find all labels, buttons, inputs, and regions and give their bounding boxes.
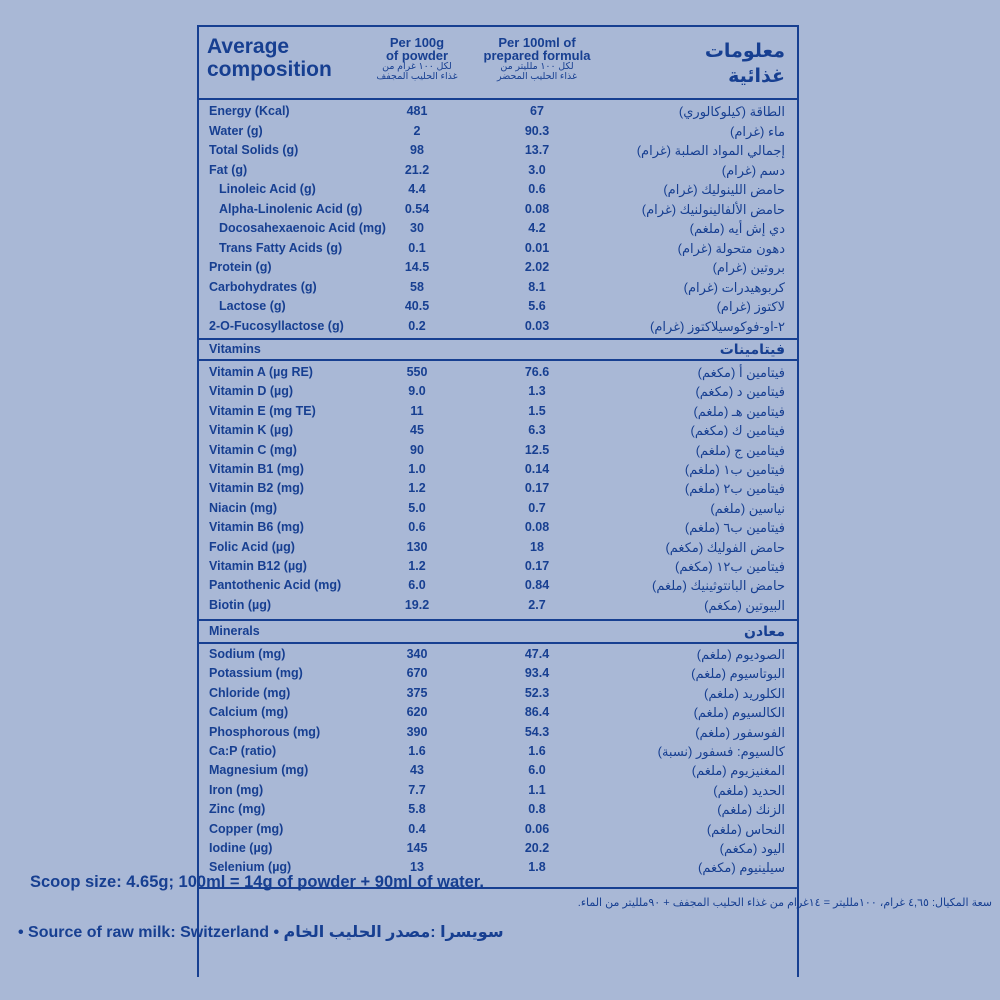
nutrient-name-ar: ٢-او-فوكوسيلاكتوز (غرام) bbox=[650, 318, 785, 334]
value-per-100ml: 0.03 bbox=[524, 318, 550, 333]
nutrition-table bbox=[197, 25, 799, 980]
col2-ar-line2: غذاء الحليب المحضر bbox=[497, 71, 577, 82]
value-per-100ml: 0.17 bbox=[524, 559, 550, 573]
value-per-100ml: 1.6 bbox=[528, 744, 546, 758]
value-per-100ml: 47.4 bbox=[524, 647, 550, 661]
col1-ar-line2: غذاء الحليب المجفف bbox=[376, 71, 458, 82]
table-row bbox=[197, 421, 799, 441]
nutrient-name-ar: البوتاسيوم (ملغم) bbox=[691, 666, 785, 682]
value-per-100g: 375 bbox=[406, 685, 428, 700]
table-row bbox=[197, 684, 799, 704]
nutrient-name: Selenium (µg) bbox=[209, 860, 292, 875]
value-per-100g: 1.6 bbox=[408, 744, 426, 758]
value-per-100g: 43 bbox=[410, 763, 424, 778]
table-row bbox=[197, 800, 799, 820]
value-per-100ml: 0.08 bbox=[524, 201, 550, 216]
value-per-100g: 40.5 bbox=[404, 299, 430, 313]
value-per-100g: 1.2 bbox=[408, 559, 426, 573]
table-row bbox=[197, 239, 799, 259]
nutrient-name: Chloride (mg) bbox=[209, 685, 291, 700]
table-row bbox=[197, 518, 799, 538]
col2-line1: Per 100ml of bbox=[498, 35, 576, 50]
table-row bbox=[197, 761, 799, 781]
table-row bbox=[197, 258, 799, 278]
table-row bbox=[197, 479, 799, 499]
value-per-100g: 0.2 bbox=[408, 318, 426, 333]
nutrient-name-ar: لاكتوز (غرام) bbox=[716, 299, 785, 314]
table-row bbox=[197, 122, 799, 142]
value-per-100g: 0.6 bbox=[408, 520, 426, 535]
nutrient-name: Copper (mg) bbox=[209, 821, 284, 836]
value-per-100g: 0.54 bbox=[404, 201, 430, 216]
vitamins-label: Vitamins bbox=[209, 342, 261, 356]
value-per-100ml: 0.84 bbox=[524, 578, 550, 593]
scoop-size-text-ar: سعة المكيال: ٤,٦٥ غرام، ١٠٠ملليتر = ١٤غرام من غذاء الحليب المجفف + ٩٠ملليتر من الماء. bbox=[577, 897, 992, 909]
table-row bbox=[197, 557, 799, 577]
nutrient-name-ar: الطاقة (كيلوكالوري) bbox=[678, 104, 785, 119]
value-per-100g: 30 bbox=[410, 221, 424, 235]
value-per-100g: 670 bbox=[406, 666, 428, 681]
col1-line1: Per 100g bbox=[389, 35, 445, 50]
col1-ar-line1: لكل ١٠٠ غرام من bbox=[382, 61, 452, 72]
milk-source-ar: سويسرا :مصدر الحليب الخام • bbox=[273, 924, 504, 941]
value-per-100g: 14.5 bbox=[404, 260, 430, 274]
header-title bbox=[207, 35, 332, 81]
nutrient-name-ar: فيتامين ب٦ (ملغم) bbox=[684, 520, 785, 536]
vitamins-label-ar: فيتامينات bbox=[719, 341, 785, 357]
value-per-100g: 6.0 bbox=[408, 578, 426, 593]
value-per-100ml: 67 bbox=[530, 104, 544, 118]
nutrient-name-ar: كالسيوم: فسفور (نسبة) bbox=[657, 744, 785, 759]
scoop-size-text: Scoop size: 4.65g; 100ml = 14g of powder + 90ml of water. bbox=[30, 873, 484, 891]
nutrient-name: Water (g) bbox=[209, 123, 263, 138]
table-row bbox=[197, 820, 799, 840]
nutrient-name-ar: اليود (مكغم) bbox=[719, 841, 785, 856]
value-per-100g: 5.8 bbox=[408, 802, 426, 817]
nutrient-name-ar: كربوهيدرات (غرام) bbox=[683, 279, 785, 295]
value-per-100ml: 1.8 bbox=[528, 860, 546, 875]
table-row bbox=[197, 141, 799, 161]
table-row bbox=[197, 703, 799, 723]
nutrient-name: Carbohydrates (g) bbox=[209, 279, 317, 294]
table-row bbox=[197, 278, 799, 298]
table-row bbox=[197, 723, 799, 743]
value-per-100g: 145 bbox=[406, 841, 428, 855]
table-row bbox=[197, 538, 799, 558]
table-row bbox=[197, 460, 799, 480]
table-row bbox=[197, 839, 799, 859]
nutrient-name-ar: ماء (غرام) bbox=[730, 123, 785, 139]
nutrient-name: Biotin (µg) bbox=[209, 597, 272, 612]
value-per-100g: 481 bbox=[406, 104, 428, 118]
vitamins-divider-bottom bbox=[197, 359, 799, 361]
milk-source-en: • Source of raw milk: Switzerland bbox=[18, 924, 269, 941]
value-per-100ml: 0.6 bbox=[528, 182, 546, 196]
nutrient-name-ar: الزنك (ملغم) bbox=[717, 802, 785, 818]
nutrient-name: Vitamin K (µg) bbox=[209, 423, 294, 438]
table-row bbox=[197, 102, 799, 122]
header-divider bbox=[197, 98, 799, 100]
value-per-100g: 45 bbox=[410, 423, 424, 438]
nutrient-name-ar: الكالسيوم (ملغم) bbox=[693, 705, 785, 721]
table-row bbox=[197, 664, 799, 684]
nutrient-name: Fat (g) bbox=[209, 162, 248, 177]
value-per-100ml: 2.7 bbox=[528, 597, 546, 612]
value-per-100g: 0.4 bbox=[408, 821, 426, 836]
table-row bbox=[197, 781, 799, 801]
nutrient-name: Ca:P (ratio) bbox=[209, 744, 277, 758]
table-row bbox=[197, 402, 799, 422]
milk-source-text bbox=[18, 922, 504, 942]
value-per-100ml: 0.17 bbox=[524, 481, 550, 496]
nutrient-name-ar: فيتامين ب٢ (ملغم) bbox=[684, 481, 785, 497]
col1-line2: of powder bbox=[385, 48, 449, 63]
ar-title-line1: معلومات bbox=[704, 41, 785, 62]
value-per-100g: 58 bbox=[410, 279, 424, 294]
value-per-100ml: 1.3 bbox=[528, 384, 546, 399]
nutrient-name: Vitamin C (mg) bbox=[209, 442, 297, 457]
minerals-section-header bbox=[197, 621, 799, 641]
nutrient-name-ar: الحديد (ملغم) bbox=[713, 782, 785, 798]
value-per-100g: 2 bbox=[413, 123, 421, 138]
nutrient-name: Magnesium (mg) bbox=[209, 763, 309, 778]
value-per-100ml: 0.14 bbox=[524, 462, 550, 476]
value-per-100ml: 90.3 bbox=[524, 123, 550, 138]
header-title-line1: Average bbox=[207, 35, 290, 58]
table-row bbox=[197, 576, 799, 596]
column-header-per-100ml bbox=[472, 36, 602, 82]
value-per-100g: 1.0 bbox=[408, 462, 426, 476]
nutrient-name-ar: المغنيزيوم (ملغم) bbox=[691, 763, 785, 779]
table-row bbox=[197, 382, 799, 402]
table-row bbox=[197, 297, 799, 317]
value-per-100ml: 0.8 bbox=[528, 802, 546, 817]
value-per-100g: 0.1 bbox=[408, 240, 426, 255]
table-row bbox=[197, 180, 799, 200]
nutrient-name-ar: فيتامين ك (مكغم) bbox=[690, 423, 785, 439]
value-per-100ml: 20.2 bbox=[524, 841, 550, 855]
nutrient-name: Iodine (µg) bbox=[209, 841, 273, 855]
value-per-100ml: 2.02 bbox=[524, 260, 550, 274]
nutrient-name: Total Solids (g) bbox=[209, 143, 299, 157]
table-row bbox=[197, 441, 799, 461]
nutrient-name-ar: حامض الألفالينولنيك (غرام) bbox=[641, 201, 785, 217]
nutrient-name: Calcium (mg) bbox=[209, 705, 289, 720]
minerals-label: Minerals bbox=[209, 624, 260, 638]
value-per-100ml: 52.3 bbox=[524, 685, 550, 700]
value-per-100g: 11 bbox=[410, 403, 424, 418]
table-row bbox=[197, 645, 799, 665]
nutrient-name: Vitamin A (µg RE) bbox=[209, 365, 313, 379]
value-per-100ml: 4.2 bbox=[528, 221, 546, 235]
nutrient-name: Niacin (mg) bbox=[209, 500, 278, 515]
value-per-100ml: 6.3 bbox=[528, 423, 546, 438]
value-per-100ml: 54.3 bbox=[524, 724, 550, 739]
nutrient-name: Potassium (mg) bbox=[209, 666, 303, 681]
nutrient-name-ar: فيتامين د (مكغم) bbox=[695, 384, 785, 400]
header-title-line2: composition bbox=[207, 58, 332, 81]
table-row bbox=[197, 596, 799, 616]
nutrient-name-ar: الصوديوم (ملغم) bbox=[696, 647, 785, 662]
table-row bbox=[197, 200, 799, 220]
value-per-100g: 21.2 bbox=[404, 162, 430, 177]
nutrient-name: Alpha-Linolenic Acid (g) bbox=[219, 201, 363, 216]
header-title-arabic bbox=[705, 39, 785, 89]
nutrient-name-ar: فيتامين ب١ (ملغم) bbox=[684, 462, 785, 477]
nutrient-name: Vitamin B2 (mg) bbox=[209, 481, 304, 496]
value-per-100g: 1.2 bbox=[408, 481, 426, 496]
value-per-100g: 130 bbox=[406, 539, 428, 554]
value-per-100ml: 6.0 bbox=[528, 763, 546, 778]
nutrient-name: Folic Acid (µg) bbox=[209, 539, 295, 554]
value-per-100ml: 1.5 bbox=[528, 403, 546, 418]
nutrient-name: Phosphorous (mg) bbox=[209, 724, 321, 739]
nutrient-name-ar: سيلينيوم (مكغم) bbox=[698, 860, 785, 876]
nutrient-name: Lactose (g) bbox=[219, 299, 286, 313]
value-per-100ml: 0.01 bbox=[524, 240, 550, 255]
nutrient-name: Vitamin E (mg TE) bbox=[209, 403, 316, 418]
nutrient-name-ar: إجمالي المواد الصلبة (غرام) bbox=[636, 143, 785, 158]
nutrient-name: Vitamin B6 (mg) bbox=[209, 520, 304, 535]
nutrient-name-ar: حامض الفوليك (مكغم) bbox=[665, 539, 785, 555]
nutrient-name: Sodium (mg) bbox=[209, 647, 286, 661]
nutrient-name-ar: فيتامين هـ (ملغم) bbox=[693, 403, 785, 419]
nutrient-name: Vitamin B12 (µg) bbox=[209, 559, 307, 573]
nutrient-name-ar: البيوتين (مكغم) bbox=[704, 597, 785, 613]
nutrient-name: Linoleic Acid (g) bbox=[219, 182, 316, 196]
nutrient-name-ar: دهون متحولة (غرام) bbox=[677, 240, 785, 256]
nutrient-name-ar: حامض اللينوليك (غرام) bbox=[663, 182, 785, 197]
nutrient-name-ar: دي إش أيه (ملغم) bbox=[689, 221, 785, 236]
value-per-100ml: 1.1 bbox=[528, 782, 546, 797]
value-per-100g: 13 bbox=[410, 860, 424, 875]
nutrient-name-ar: فيتامين ج (ملغم) bbox=[695, 442, 785, 458]
value-per-100ml: 0.08 bbox=[524, 520, 550, 535]
value-per-100g: 550 bbox=[406, 365, 428, 379]
value-per-100ml: 86.4 bbox=[524, 705, 550, 720]
col2-ar-line1: لكل ١٠٠ ملليتر من bbox=[500, 61, 574, 72]
table-row bbox=[197, 161, 799, 181]
value-per-100ml: 3.0 bbox=[528, 162, 546, 177]
value-per-100g: 7.7 bbox=[408, 782, 426, 797]
value-per-100ml: 93.4 bbox=[524, 666, 550, 681]
value-per-100ml: 12.5 bbox=[524, 442, 550, 457]
table-row bbox=[197, 317, 799, 337]
nutrient-name: 2-O-Fucosyllactose (g) bbox=[209, 318, 344, 333]
nutrient-name-ar: نياسين (ملغم) bbox=[710, 500, 785, 516]
nutrient-name: Vitamin B1 (mg) bbox=[209, 462, 304, 476]
minerals-divider-bottom bbox=[197, 642, 799, 644]
value-per-100g: 4.4 bbox=[408, 182, 426, 196]
value-per-100g: 98 bbox=[410, 143, 424, 157]
nutrient-name-ar: النحاس (ملغم) bbox=[706, 821, 785, 837]
ar-title-line2: غذائية bbox=[728, 66, 785, 87]
nutrient-name: Iron (mg) bbox=[209, 782, 264, 797]
value-per-100ml: 0.7 bbox=[528, 500, 546, 515]
column-header-per-100g bbox=[367, 36, 467, 82]
nutrient-name-ar: حامض البانتوثينيك (ملغم) bbox=[651, 578, 785, 594]
col2-line2: prepared formula bbox=[483, 48, 591, 63]
nutrient-name: Docosahexaenoic Acid (mg) bbox=[219, 221, 386, 235]
value-per-100ml: 5.6 bbox=[528, 299, 546, 313]
table-border-top bbox=[197, 25, 799, 27]
value-per-100ml: 76.6 bbox=[524, 365, 550, 379]
vitamins-section-header bbox=[197, 339, 799, 359]
value-per-100g: 9.0 bbox=[408, 384, 426, 399]
value-per-100g: 90 bbox=[410, 442, 424, 457]
value-per-100g: 340 bbox=[406, 647, 428, 661]
nutrient-name: Energy (Kcal) bbox=[209, 104, 290, 118]
table-row bbox=[197, 219, 799, 239]
nutrient-name-ar: فيتامين أ (مكغم) bbox=[697, 365, 785, 380]
table-row bbox=[197, 499, 799, 519]
value-per-100ml: 8.1 bbox=[528, 279, 546, 294]
nutrient-name-ar: الفوسفور (ملغم) bbox=[695, 724, 785, 740]
value-per-100g: 5.0 bbox=[408, 500, 426, 515]
minerals-label-ar: معادن bbox=[744, 623, 785, 639]
value-per-100g: 19.2 bbox=[404, 597, 430, 612]
nutrient-name: Protein (g) bbox=[209, 260, 272, 274]
table-row bbox=[197, 363, 799, 383]
nutrient-name: Zinc (mg) bbox=[209, 802, 266, 817]
value-per-100ml: 0.06 bbox=[524, 821, 550, 836]
table-row bbox=[197, 742, 799, 762]
nutrient-name-ar: بروتين (غرام) bbox=[712, 260, 785, 275]
value-per-100g: 620 bbox=[406, 705, 428, 720]
nutrient-name: Pantothenic Acid (mg) bbox=[209, 578, 342, 593]
nutrient-name: Vitamin D (µg) bbox=[209, 384, 294, 399]
nutrient-name: Trans Fatty Acids (g) bbox=[219, 240, 343, 255]
nutrient-name-ar: دسم (غرام) bbox=[721, 162, 785, 178]
nutrient-name-ar: فيتامين ب١٢ (مكغم) bbox=[675, 559, 785, 574]
value-per-100ml: 18 bbox=[530, 539, 544, 554]
value-per-100ml: 13.7 bbox=[524, 143, 550, 157]
value-per-100g: 390 bbox=[406, 724, 428, 739]
nutrient-name-ar: الكلوريد (ملغم) bbox=[704, 685, 785, 701]
